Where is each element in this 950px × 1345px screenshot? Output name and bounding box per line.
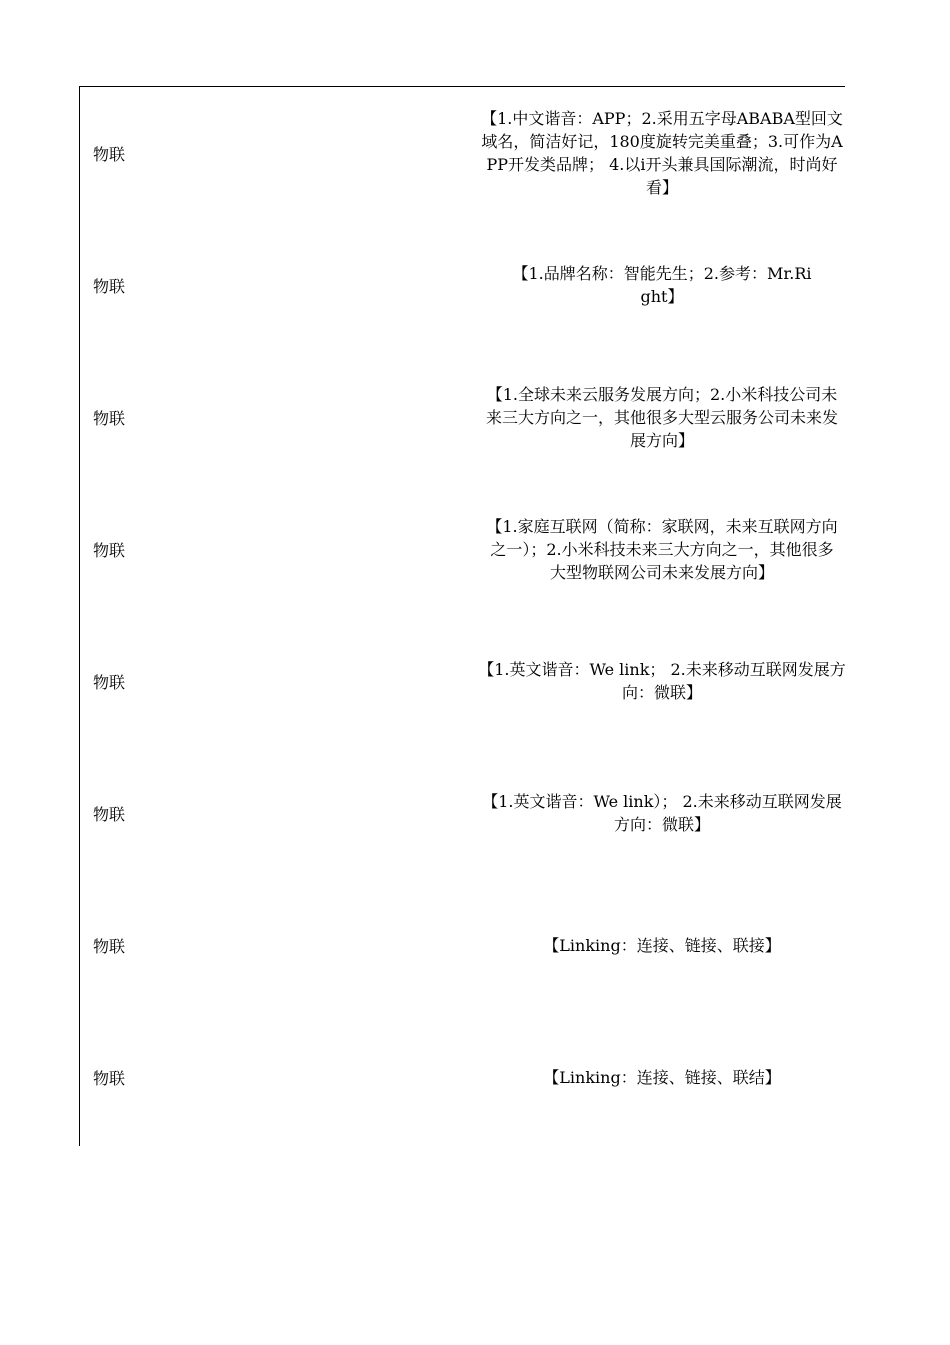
description-text: 【Linking：连接、链接、联结】	[543, 1067, 781, 1087]
description-cell	[478, 351, 846, 483]
description-cell	[478, 615, 846, 747]
description-text: 【Linking：连接、链接、联接】	[543, 935, 781, 955]
description-text: 【1.品牌名称：智能先生；2.参考：Mr.Right】	[512, 264, 812, 306]
category-cell: 物联	[93, 408, 126, 428]
description-cell	[478, 747, 846, 879]
description-text: 【1.全球未来云服务发展方向；2.小米科技公司未来三大方向之一，其他很多大型云服务公司未来发展方向】	[486, 384, 839, 450]
category-cell: 物联	[93, 1068, 126, 1088]
spreadsheet-table	[79, 86, 845, 1146]
category-cell: 物联	[93, 804, 126, 824]
table-row	[80, 219, 845, 351]
description-cell	[478, 1011, 846, 1143]
description-text: 【1.英文谐音：We link）； 2.未来移动互联网发展方向：微联】	[482, 792, 842, 834]
table-row	[80, 87, 845, 219]
table-row	[80, 615, 845, 747]
category-cell: 物联	[93, 672, 126, 692]
category-cell: 物联	[93, 144, 126, 164]
table-row	[80, 483, 845, 615]
description-text: 【1.英文谐音：We link； 2.未来移动互联网发展方向：微联】	[478, 660, 846, 702]
description-cell	[478, 219, 846, 351]
table-row	[80, 1011, 845, 1143]
table-row	[80, 351, 845, 483]
description-cell	[478, 879, 846, 1011]
description-cell	[478, 87, 846, 219]
table-row	[80, 747, 845, 879]
category-cell: 物联	[93, 540, 126, 560]
category-cell: 物联	[93, 936, 126, 956]
table-row	[80, 879, 845, 1011]
description-cell	[478, 483, 846, 615]
description-text: 【1.中文谐音：APP；2.采用五字母ABABA型回文域名，简洁好记，180度旋转完美重叠；3.可作为APP开发类品牌； 4.以i开头兼具国际潮流，时尚好看】	[481, 109, 843, 197]
category-cell: 物联	[93, 276, 126, 296]
description-text: 【1.家庭互联网（简称：家联网，未来互联网方向之一）；2.小米科技未来三大方向之一，其他很多大型物联网公司未来发展方向】	[486, 516, 838, 582]
